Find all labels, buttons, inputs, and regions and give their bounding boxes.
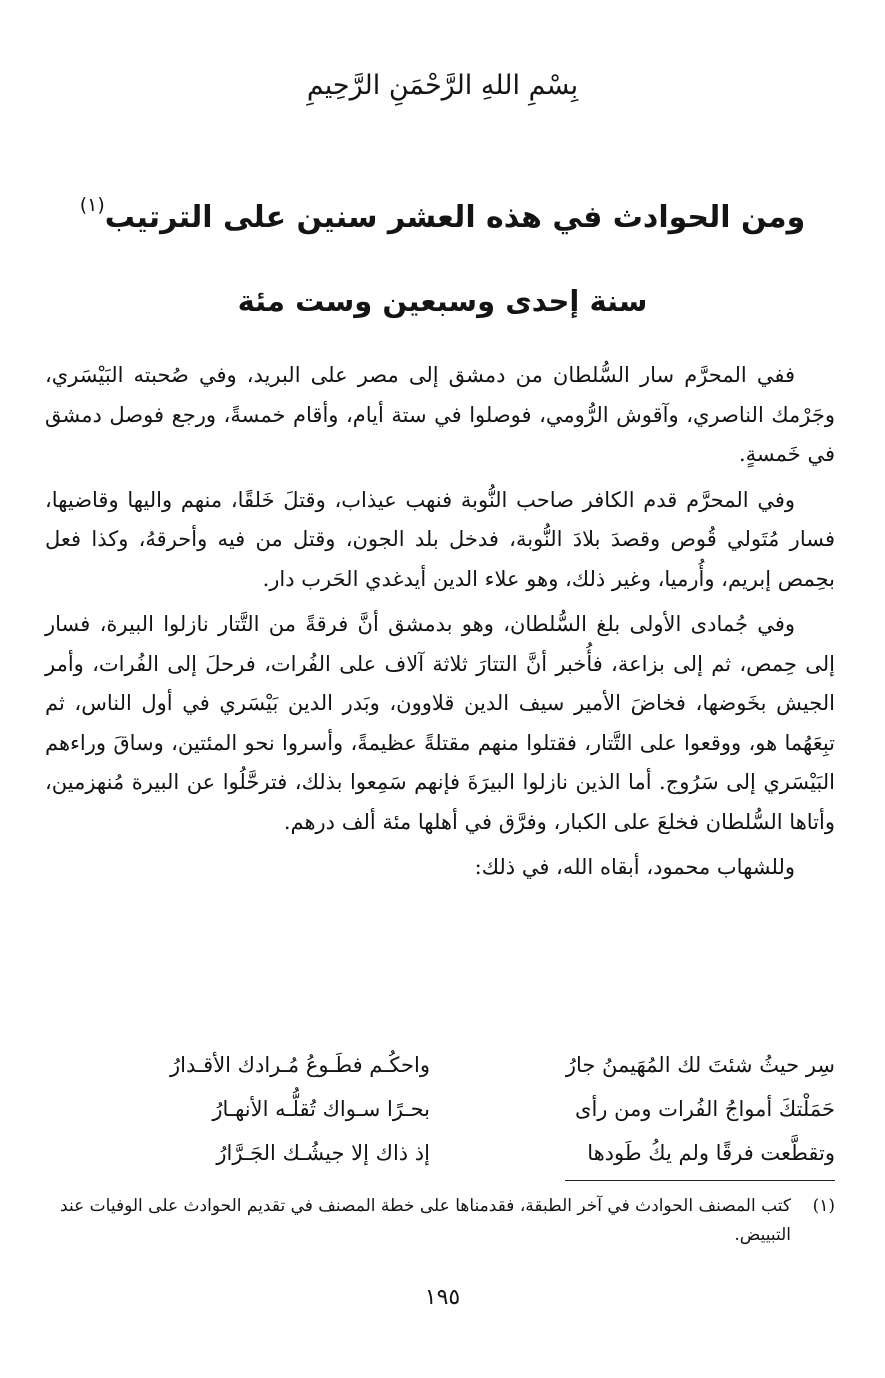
paragraph: وفي المحرَّم قدم الكافر صاحب النُّوبة فنهب عيذاب، وقتلَ خَلقًا، منهم واليها وقاضيها، فسار مُتَولي قُوص وقصدَ بلادَ النُّوبة، فدخل بلد الجون، وقتل من فيه وأحرقهُ، وكذا فعل بحِمص إبريم، وأُرميا، وغير ذلك، وهو علاء الدين أيدغدي الحَرب دار. xyxy=(45,487,835,591)
footnote-reference: (١) xyxy=(79,194,105,216)
poem-verse xyxy=(45,1131,835,1175)
footnote xyxy=(45,1192,835,1250)
paragraph: ففي المحرَّم سار السُّلطان من دمشق إلى مصر على البريد، وفي صُحبته البَيْسَري، وجَرْمك الناصري، وآقوش الرُّومي، فوصلوا في ستة أيام، وأقام خمسةً، ورجع فوصل دمشق في خَمسةٍ. xyxy=(45,363,835,466)
paragraph: وفي جُمادى الأولى بلغ السُّلطان، وهو بدمشق أنَّ فرقةً من التَّتار نازلوا البيرة، فسار إلى حِمص، ثم إلى بزاعة، فأُخبر أنَّ التتارَ ثلاثة آلاف على الفُرات، فرحلَ إلى الفُرات، وأمر الجيش بخَوضها، فخاضَ الأمير سيف الدين قلاوون، وبَدر الدين بَيْسَري في أول الناس، ثم تبِعَهُما هو، ووقعوا على التَّتار، فقتلوا منهم مقتلةً عظيمةً، وأسروا نحو المئتين، وساقَ وراءهم البَيْسَري إلى سَرُوج. أما الذين نازلوا البيرَةَ فإنهم سَمِعوا بذلك، فترحَّلُوا عن البيرة مُنهزمين، وأتاها السُّلطان فخلعَ على الكبار، وفرَّق في أهلها مئة ألف درهم. xyxy=(45,612,836,834)
verse-second-half: واحكُـم فطَـوعُ مُـرادك الأقـدارُ xyxy=(170,1053,430,1077)
verse-first-half: وتقطَّعت فرقًا ولم يكُ طَودها xyxy=(587,1141,835,1165)
footnote-number: (١) xyxy=(812,1196,835,1216)
verse-first-half: حَمَلْتكَ أمواجُ الفُرات ومن رأى xyxy=(575,1097,835,1121)
section-title-text: ومن الحوادث في هذه العشر سنين على الترتيب xyxy=(104,200,806,235)
basmala-header: بِسْمِ اللهِ الرَّحْمَنِ الرَّحِيمِ xyxy=(306,70,579,101)
verse-second-half: بحـرًا سـواك تُقلُّـه الأنهـارُ xyxy=(212,1097,430,1121)
poem-verse xyxy=(45,1087,835,1131)
poem-intro: وللشهاب محمود، أبقاه الله، في ذلك: xyxy=(474,855,795,879)
year-heading: سنة إحدى وسبعين وست مئة xyxy=(237,284,648,318)
page-number: ١٩٥ xyxy=(424,1285,461,1310)
footnote-divider xyxy=(565,1180,835,1181)
verse-first-half: سِر حيثُ شئتَ لك المُهَيمنُ جارُ xyxy=(565,1053,835,1077)
footnote-text: كتب المصنف الحوادث في آخر الطبقة، فقدمناها على خطة المصنف في تقديم الحوادث على الوفيات عند التبييض. xyxy=(60,1196,791,1245)
section-title xyxy=(0,194,885,235)
poem-verse xyxy=(45,1043,835,1087)
poem xyxy=(45,1043,835,1175)
body-text xyxy=(45,356,835,894)
verse-second-half: إذ ذاك إلا جيشُـك الجَـرَّارُ xyxy=(216,1141,430,1165)
